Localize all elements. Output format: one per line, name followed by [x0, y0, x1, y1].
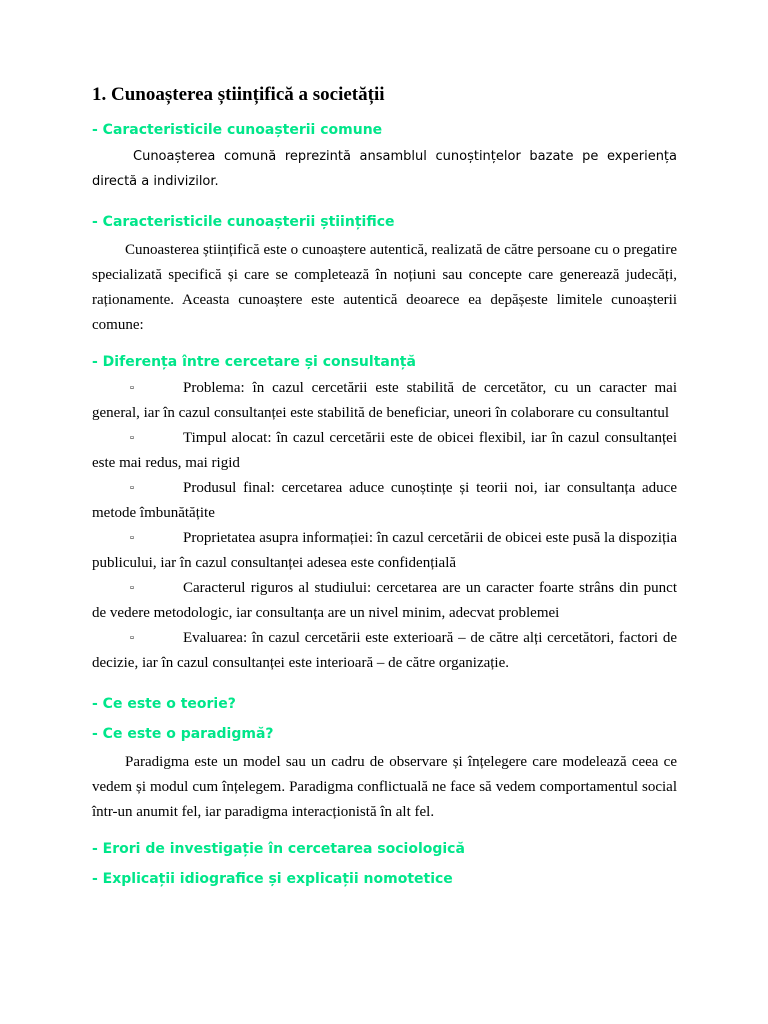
heading-research-vs-consulting: - Diferența între cercetare și consultanță [92, 354, 416, 370]
bullet-item-problem [92, 376, 677, 426]
square-bullet-icon: ▫ [130, 532, 134, 544]
bullet-item-time [92, 426, 677, 476]
heading-what-is-paradigm: - Ce este o paradigmă? [92, 726, 274, 742]
bullet-text: Produsul final: cercetarea aduce cunoștințe și teorii noi, iar consultanța aduce metode îmbunătățite [92, 480, 677, 521]
paragraph-scientific-knowledge: Cunoasterea științifică este o cunoaștere autentică, realizată de către persoane cu o pregatire specializată specifică și care se completează în noțiuni sau concepte care generează judecăți, raționamente. Aceasta cunoaștere este autentică deoarece ea depășeste limitele cunoașterii comune: [92, 242, 677, 333]
heading-scientific-knowledge: - Caracteristicile cunoașterii științifice [92, 214, 395, 230]
bullet-item-information-ownership [92, 526, 677, 576]
bullet-text: Evaluarea: în cazul cercetării este exterioară – de către alți cercetători, factori de decizie, iar în cazul consultanței este interioară – de către organizație. [92, 630, 677, 671]
heading-what-is-theory: - Ce este o teorie? [92, 696, 236, 712]
square-bullet-icon: ▫ [130, 632, 134, 644]
bullet-item-evaluation [92, 626, 677, 676]
square-bullet-icon: ▫ [130, 382, 134, 394]
bullet-item-final-product [92, 476, 677, 526]
square-bullet-icon: ▫ [130, 432, 134, 444]
square-bullet-icon: ▫ [130, 482, 134, 494]
bullet-list-research-vs-consulting [92, 376, 677, 676]
document-page [92, 82, 677, 889]
bullet-item-rigor [92, 576, 677, 626]
bullet-text: Problema: în cazul cercetării este stabilită de cercetător, cu un caracter mai general, iar în cazul consultanței este stabilită de beneficiar, uneori în colaborare cu consultantul [92, 380, 677, 421]
bullet-text: Proprietatea asupra informației: în cazul cercetării de obicei este pusă la dispoziția publicului, iar în cazul consultanței adesea este confidențială [92, 530, 677, 571]
paragraph-paradigm: Paradigma este un model sau un cadru de observare și înțelegere care modelează ceea ce vedem și modul cum înțelegem. Paradigma conflictuală ne face să vedem comportamentul social într-un anumit fel, iar paradigma interacționistă în alt fel. [92, 754, 677, 820]
heading-investigation-errors: - Erori de investigație în cercetarea sociologică [92, 841, 465, 857]
bullet-text: Timpul alocat: în cazul cercetării este de obicei flexibil, iar în cazul consultanței este mai redus, mai rigid [92, 430, 677, 471]
paragraph-common-knowledge: Cunoașterea comună reprezintă ansamblul cunoștințelor bazate pe experiența directă a indivizilor. [92, 149, 677, 189]
document-title: 1. Cunoașterea științifică a societății [92, 84, 385, 105]
square-bullet-icon: ▫ [130, 582, 134, 594]
bullet-text: Caracterul riguros al studiului: cercetarea are un caracter foarte strâns din punct de vedere metodologic, iar consultanța are un nivel minim, adecvat problemei [92, 580, 677, 621]
heading-idiographic-nomothetic: - Explicații idiografice și explicații nomotetice [92, 871, 453, 887]
heading-common-knowledge: - Caracteristicile cunoașterii comune [92, 122, 383, 138]
